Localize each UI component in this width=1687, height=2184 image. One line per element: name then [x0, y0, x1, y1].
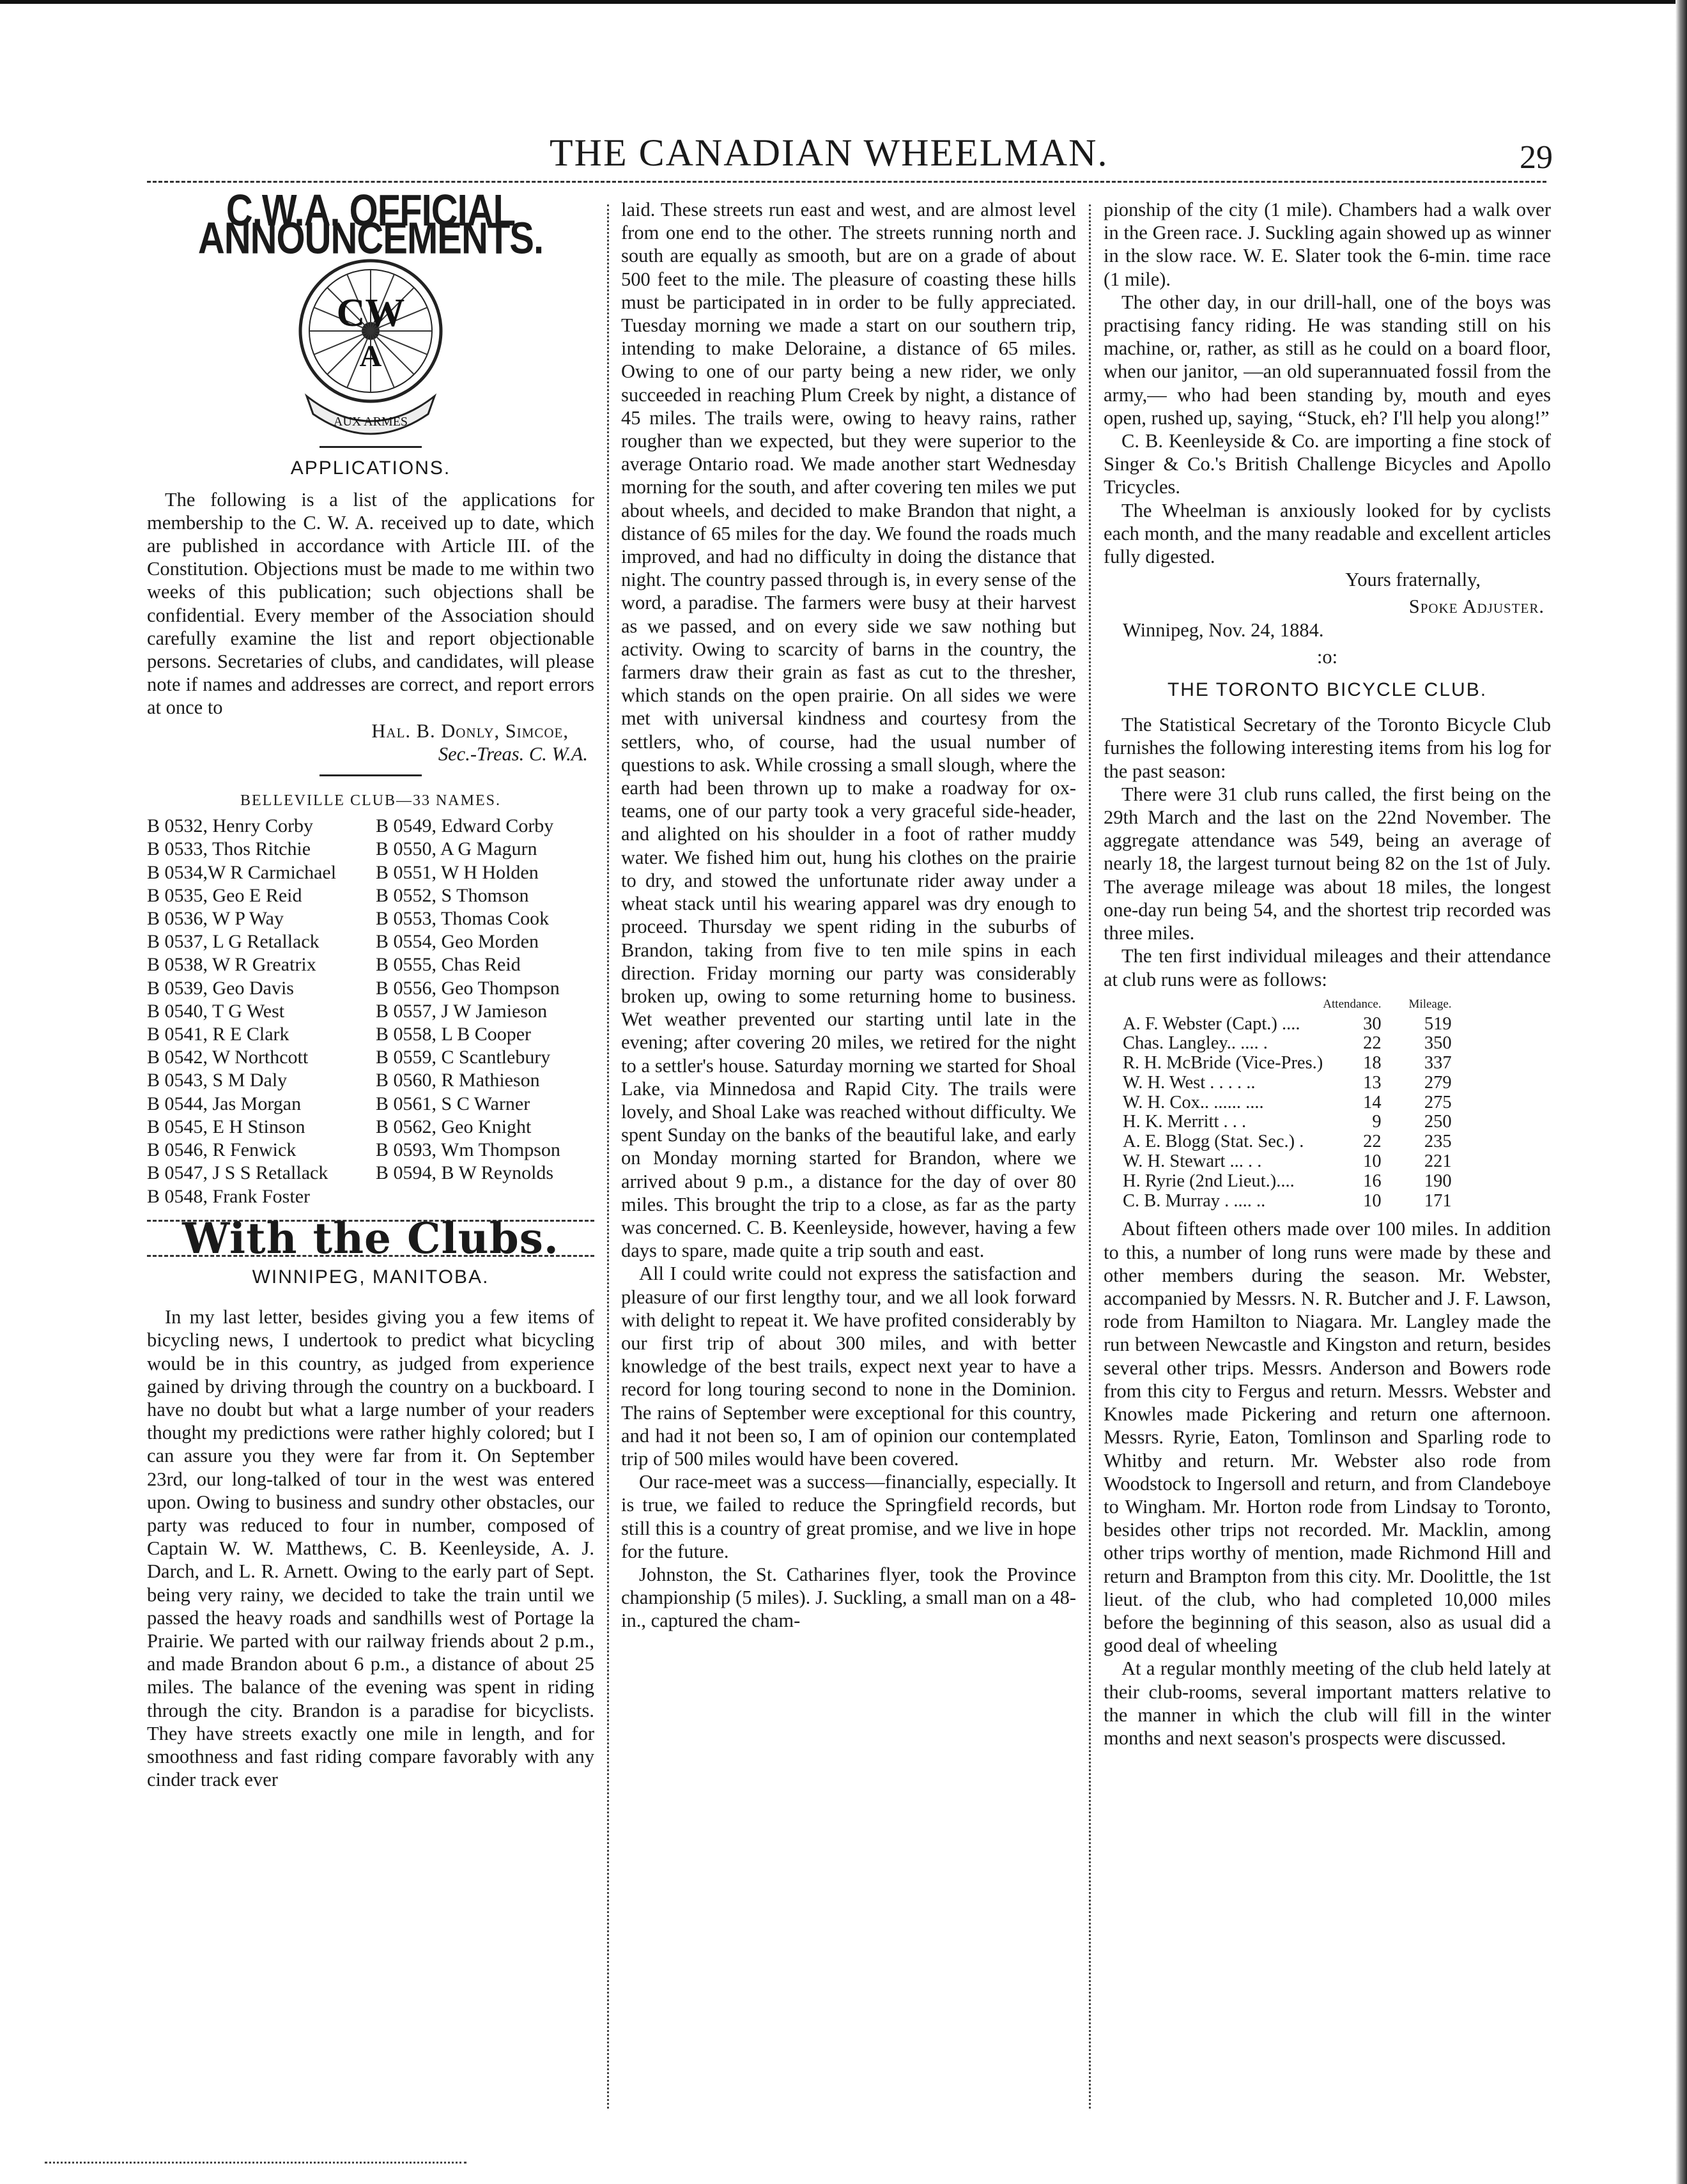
toronto-paragraph: The ten first individual mileages and their attendance at club runs were as follows: — [1104, 945, 1551, 990]
mileage-value: 337 — [1424, 1053, 1452, 1073]
signer-name: Hal. B. Donly, Simcoe, — [371, 719, 569, 742]
svg-text:AUX ARMES: AUX ARMES — [333, 415, 408, 429]
dateline: Winnipeg, Nov. 24, 1884. — [1123, 619, 1324, 641]
column-divider — [1089, 204, 1091, 2109]
member-entry: B 0549, Edward Corby — [376, 815, 554, 837]
bottom-edge-mark — [45, 2162, 466, 2164]
member-entry: B 0534,W R Carmichael — [147, 861, 337, 883]
closing: Yours fraternally, — [1345, 569, 1481, 591]
mileage-header: Mileage. — [1408, 997, 1452, 1011]
page-top-border — [0, 0, 1687, 61]
signer-title: Sec.-Treas. C. W.A. — [438, 742, 588, 765]
member-entry — [376, 1185, 593, 1208]
rider-name: W. H. Cox.. ...... .... — [1123, 1092, 1264, 1112]
attendance-value: 22 — [1363, 1132, 1382, 1152]
mileage-value: 171 — [1424, 1190, 1452, 1211]
toronto-paragraph: About fifteen others made over 100 miles. In addition to this, a number of long runs were made by these and other members during the season. Mr. Webster, accompanied by Messrs. N. R. Butcher and J. F. Lawson, rode from Hamilton to Niagara. Mr. Langley made the run between Newcastle and Kingston and return, besides several other trips. Messrs. Anderson and Bowers rode from this city to Fergus and return. Messrs. Webster and Knowles made Pickering and return one afternoon. Messrs. Ryrie, Eaton, Tomlinson and Sparling rode to Whitby and return. Mr. Webster also rode from Woodstock to Ingersoll and return, and from Clandeboye to Wingham. Mr. Horton rode from Lindsay to Toronto, besides other trips not recorded. Mr. Macklin, among other trips worthy of mention, made Richmond Hill and return and Brampton from this city. Mr. Doolittle, the 1st lieut. of the club, who had completed 10,000 miles before the beginning of this season, also as usual did a good deal of wheeling — [1104, 1218, 1551, 1657]
member-entry: B 0554, Geo Morden — [376, 931, 539, 953]
member-entry: B 0557, J W Jamieson — [376, 1000, 548, 1022]
member-entry: B 0560, R Mathieson — [376, 1070, 540, 1091]
table-row — [1123, 1192, 1452, 1211]
member-entry: B 0551, W H Holden — [376, 861, 539, 883]
attendance-value: 22 — [1363, 1033, 1382, 1054]
table-row — [1123, 1054, 1452, 1073]
announcements-title: C.W.A. OFFICIAL ANNOUNCEMENTS. — [197, 185, 544, 264]
rider-name: W. H. West . . . . .. — [1123, 1072, 1256, 1093]
member-entry: B 0544, Jas Morgan — [147, 1093, 302, 1114]
svg-text:A: A — [359, 339, 382, 374]
winnipeg-continued: laid. These streets run east and west, and are almost level from one end to the other. The streets running north and south are equally as smooth, but are on a grade of about 500 feet to the mile. The pleasure of coasting these hills must be participated in in order to be fully appreciated. Tuesday morning we made a start on our southern trip, intending to make Deloraine, a distance of 65 miles. Owing to one of our party being a new rider, we only succeeded in reaching Plum Creek by night, a distance of 45 miles. The trails were, owing to heavy rains, rather rougher than we expected, but they were superior to the average Ontario road. We made another start Wednesday morning for the south, and after covering ten miles we put about wheels, and decided to make Brandon that night, a distance of 65 miles for the day. We found the roads much improved, and had no difficulty in doing the distance that night. The country passed through is, in every sense of the word, a paradise. The farmers were busy at their harvest as we passed, and on every side we saw nothing but activity. Owing to scarcity of barns in the country, the farmers draw their grain as fast as cut to the thresher, which stands on the open prairie. On all sides we were met with universal kindness and courtesy from the settlers, who, of course, had the usual number of questions to ask. While crossing a small slough, where the earth had been thrown up to make a roadway for ox-teams, one of our party took a very graceful side-header, and alighted on his shoulder in a foot of rather muddy water. We fished him out, hung his clothes on the prairie to dry, and stowed the unfortunate rider away under a wheat stack until his wearing apparel was dry enough to proceed. Thursday we spent riding in the suburbs of Brandon, taking from five to ten mile spins in each direction. Friday morning our party was considerably broken up, owing to some returning home to business. Wet weather prevented our starting until late in the evening; after covering 20 miles, we retired for the night to a settler's house. Saturday morning we started for Shoal Lake, via Minnedosa and Rapid City. The trails were lovely, and Shoal Lake was reached without difficulty. We spent Sunday on the banks of the beautiful lake, and early on Monday morning started for Brandon, where we arrived about 9 p.m., a distance for the day of over 80 miles. This brought the trip to a close, as far as the party was concerned. C. B. Keenleyside, however, having a few days to spare, made quite a trip south and east. — [621, 199, 1076, 1262]
attendance-value: 10 — [1363, 1151, 1382, 1172]
member-entry: B 0562, Geo Knight — [376, 1116, 532, 1137]
member-entry: B 0536, W P Way — [147, 908, 284, 930]
member-entry: B 0542, W Northcott — [147, 1047, 309, 1068]
rider-name: Chas. Langley.. .... . — [1123, 1033, 1268, 1054]
attendance-header: Attendance. — [1323, 997, 1382, 1011]
member-entry: B 0540, T G West — [147, 1000, 285, 1022]
rider-name: H. K. Merritt . . . — [1123, 1112, 1247, 1132]
attendance-value: 13 — [1363, 1072, 1382, 1093]
member-entry: B 0532, Henry Corby — [147, 815, 313, 837]
mileage-table — [1123, 995, 1452, 1211]
rider-name: A. F. Webster (Capt.) .... — [1123, 1013, 1300, 1034]
winnipeg-paragraph: In my last letter, besides giving you a few items of bicycling news, I undertook to predict what bicycling would be in this country, as judged from experience gained by driving through the country on a buckboard. I have no doubt but what a large number of your readers thought my predictions were rather highly colored; but I can assure you they were far from it. On September 23rd, our long-talked of tour in the west was entered upon. Owing to business and sundry other obstacles, our party was reduced to four in number, composed of Captain W. W. Matthews, C. B. Keenleyside, A. J. Darch, and L. R. Arnett. Owing to the early part of Sept. being very rainy, we decided to take the train until we passed the heavy roads and sandhills west of Portage la Prairie. We parted with our railway friends about 2 p.m., and made Brandon about 6 p.m., a distance of about 25 miles. The balance of the evening was spent in riding through the city. Brandon is a paradise for bicyclists. They have streets exactly one mile in length, and for smoothness and fast riding compare favorably with any cinder track ever — [147, 1306, 594, 1791]
table-row — [1123, 1034, 1452, 1054]
table-row — [1123, 1132, 1452, 1152]
member-entry: B 0543, S M Daly — [147, 1070, 288, 1091]
member-entry: B 0537, L G Retallack — [147, 931, 320, 953]
rider-name: H. Ryrie (2nd Lieut.).... — [1123, 1171, 1295, 1191]
member-entry: B 0541, R E Clark — [147, 1024, 289, 1045]
member-entry: B 0559, C Scantlebury — [376, 1047, 551, 1068]
table-row — [1123, 1093, 1452, 1113]
winnipeg-paragraph: Johnston, the St. Catharines flyer, took the Province championship (5 miles). J. Suckling, a small man on a 48-in., captured the cham- — [621, 1563, 1076, 1632]
member-entry: B 0553, Thomas Cook — [376, 908, 550, 930]
attendance-value: 16 — [1363, 1171, 1382, 1191]
rider-name: W. H. Stewart ... . . — [1123, 1151, 1262, 1172]
table-row — [1123, 1172, 1452, 1192]
winnipeg-paragraph: C. B. Keenleyside & Co. are importing a fine stock of Singer & Co.'s British Challenge Bicycles and Apollo Tricycles. — [1104, 430, 1551, 498]
column-three — [1104, 198, 1551, 1750]
club-header: BELLEVILLE CLUB—33 NAMES. — [240, 792, 501, 810]
winnipeg-paragraph: The other day, in our drill-hall, one of the boys was practising fancy riding. He was standing still on his machine, or, rather, as still as he could on a board floor, when our janitor, —an old superannuated fossil from the army,— who had been standing by, mouth and eyes open, rushed up, saying, “Stuck, eh? I'll help you along!” — [1104, 291, 1551, 429]
pen-name: Spoke Adjuster. — [1408, 596, 1544, 618]
member-entry: B 0555, Chas Reid — [376, 954, 521, 976]
rider-name: C. B. Murray . .... .. — [1123, 1190, 1266, 1211]
member-entry: B 0539, Geo Davis — [147, 977, 294, 999]
table-row — [1123, 1015, 1452, 1034]
column-divider — [607, 204, 609, 2109]
attendance-value: 30 — [1363, 1013, 1382, 1034]
rule — [320, 774, 422, 776]
member-entry: B 0558, L B Cooper — [376, 1024, 532, 1045]
mileage-value: 235 — [1424, 1132, 1452, 1152]
svg-text:CW: CW — [336, 291, 405, 335]
toronto-heading: THE TORONTO BICYCLE CLUB. — [1167, 679, 1488, 701]
attendance-value: 9 — [1372, 1112, 1382, 1132]
member-entry: B 0552, S Thomson — [376, 884, 529, 906]
member-entry: B 0538, W R Greatrix — [147, 954, 316, 976]
attendance-value: 10 — [1363, 1190, 1382, 1211]
member-entry: B 0556, Geo Thompson — [376, 977, 560, 999]
mileage-value: 519 — [1424, 1013, 1452, 1034]
member-entry: B 0548, Frank Foster — [147, 1185, 310, 1207]
member-entry: B 0593, Wm Thompson — [376, 1139, 560, 1161]
column-one — [147, 185, 594, 1791]
winnipeg-paragraph: All I could write could not express the satisfaction and pleasure of our first lengthy tour, and we all look forward with delight to repeat it. We have profited considerably by our first trip of about 300 miles, and with better knowledge of the best trails, expect next year to have a record for long touring second to none in the Dominion. The rains of September were exceptional for this country, and had it not been so, I am of opinion our contemplated trip of 500 miles would have been covered. — [621, 1263, 1076, 1470]
member-list — [147, 815, 594, 1208]
rider-name: R. H. McBride (Vice-Pres.) — [1123, 1053, 1323, 1073]
mileage-value: 221 — [1424, 1151, 1452, 1172]
mileage-value: 190 — [1424, 1171, 1452, 1191]
running-title: THE CANADIAN WHEELMAN. — [550, 132, 1109, 174]
attendance-value: 14 — [1363, 1092, 1382, 1112]
winnipeg-continued: pionship of the city (1 mile). Chambers had a walk over in the Green race. J. Suckling again showed up as winner in the slow race. W. E. Slater took the 6-min. time race (1 mile). — [1104, 199, 1551, 290]
table-header-row — [1123, 995, 1452, 1015]
rule — [320, 446, 422, 448]
mileage-value: 275 — [1424, 1092, 1452, 1112]
page-number: 29 — [1520, 139, 1553, 176]
member-entry: B 0545, E H Stinson — [147, 1116, 305, 1137]
toronto-paragraph: The Statistical Secretary of the Toronto Bicycle Club furnishes the following interesting items from his log for the past season: — [1104, 714, 1551, 782]
applications-heading: APPLICATIONS. — [290, 458, 451, 479]
table-row — [1123, 1073, 1452, 1093]
mileage-value: 279 — [1424, 1072, 1452, 1093]
member-entry: B 0550, A G Magurn — [376, 838, 537, 860]
toronto-paragraph: At a regular monthly meeting of the club held lately at their club-rooms, several important matters relative to the manner in which the club will fill in the winter months and next season's prospects were discussed. — [1104, 1657, 1551, 1749]
header-rule — [147, 181, 1546, 183]
cwa-wheel-emblem-icon — [294, 254, 447, 440]
member-entry: B 0594, B W Reynolds — [376, 1162, 554, 1184]
member-entry: B 0546, R Fenwick — [147, 1139, 297, 1161]
clubs-title: With the Clubs. — [182, 1213, 559, 1263]
running-head — [0, 131, 1687, 182]
column-two — [621, 198, 1076, 1633]
member-entry: B 0547, J S S Retallack — [147, 1162, 328, 1184]
winnipeg-heading: WINNIPEG, MANITOBA. — [252, 1266, 489, 1288]
mileage-value: 350 — [1424, 1033, 1452, 1054]
table-row — [1123, 1112, 1452, 1132]
member-entry: B 0535, Geo E Reid — [147, 884, 302, 906]
toronto-paragraph: There were 31 club runs called, the first being on the 29th March and the last on the 22nd November. The aggregate attendance was 549, being an average of nearly 18, the largest turnout being 82 on the 1st of July. The average mileage was about 18 miles, the longest one-day run being 54, and the shortest trip recorded was three miles. — [1104, 783, 1551, 944]
winnipeg-paragraph: Our race-meet was a success—financially, especially. It is true, we failed to reduce the Springfield records, but still this is a country of great promise, and we live in hope for the future. — [621, 1471, 1076, 1562]
separator: :o: — [1316, 645, 1338, 668]
page-right-edge — [1675, 0, 1687, 2184]
attendance-value: 18 — [1363, 1053, 1382, 1073]
winnipeg-paragraph: The Wheelman is anxiously looked for by cyclists each month, and the many readable and excellent articles fully digested. — [1104, 499, 1551, 568]
member-entry: B 0533, Thos Ritchie — [147, 838, 311, 860]
member-entry: B 0561, S C Warner — [376, 1093, 530, 1114]
applications-text: The following is a list of the applications for membership to the C. W. A. received up to date, which are published in accordance with Article III. of the Constitution. Objections must be made to me within two weeks of this publication; such objections shall be confidential. Every member of the Association should carefully examine the list and report objectionable persons. Secretaries of clubs, and candidates, will please note if names and addresses are correct, and report errors at once to — [147, 488, 594, 719]
mileage-value: 250 — [1424, 1112, 1452, 1132]
table-row — [1123, 1152, 1452, 1172]
rider-name: A. E. Blogg (Stat. Sec.) . — [1123, 1132, 1304, 1152]
